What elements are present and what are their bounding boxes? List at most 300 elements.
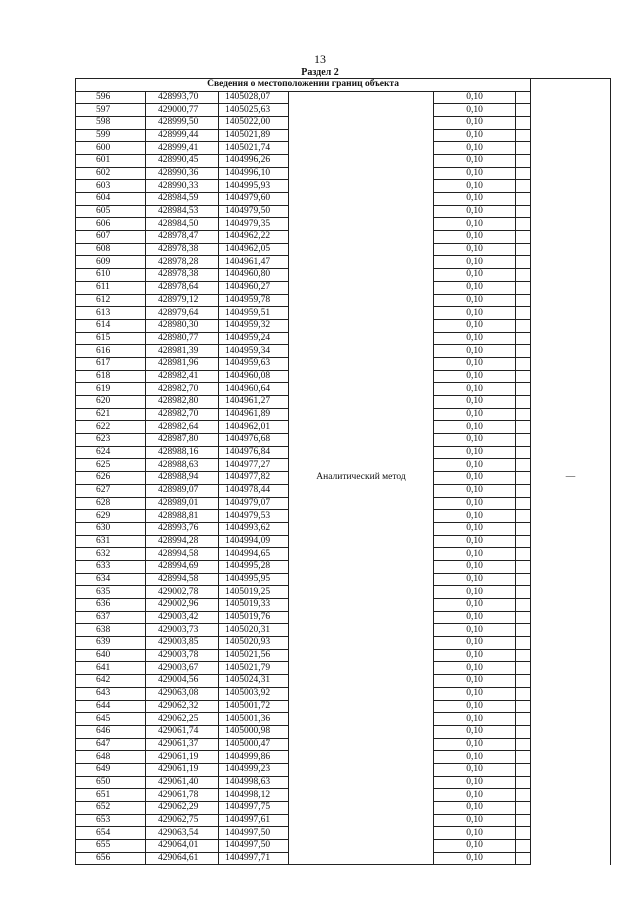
empty-cell [516,332,531,345]
coordinate-y: 1404998,12 [219,789,289,802]
precision-value: 0,10 [434,256,516,269]
point-number: 616 [76,345,146,358]
coordinate-x: 428994,28 [146,535,219,548]
empty-cell [516,446,531,459]
coordinate-x: 429062,29 [146,802,219,815]
precision-value: 0,10 [434,193,516,206]
precision-value: 0,10 [434,852,516,865]
coordinate-x: 428999,50 [146,116,219,129]
empty-cell [516,193,531,206]
precision-value: 0,10 [434,307,516,320]
precision-value: 0,10 [434,472,516,485]
precision-value: 0,10 [434,789,516,802]
point-number: 597 [76,104,146,117]
precision-value: 0,10 [434,599,516,612]
empty-cell [516,852,531,865]
point-number: 651 [76,789,146,802]
empty-cell [516,142,531,155]
empty-cell [516,91,531,104]
coordinate-y: 1404999,86 [219,751,289,764]
dash-cell: — [531,91,611,865]
coordinate-x: 428978,28 [146,256,219,269]
coordinate-x: 429061,74 [146,725,219,738]
coordinate-y: 1404979,60 [219,193,289,206]
empty-cell [516,789,531,802]
empty-cell [516,154,531,167]
empty-cell [516,802,531,815]
precision-value: 0,10 [434,180,516,193]
coordinate-x: 428982,70 [146,383,219,396]
point-number: 599 [76,129,146,142]
coordinate-y: 1404997,61 [219,814,289,827]
precision-value: 0,10 [434,281,516,294]
coordinate-x: 429062,32 [146,700,219,713]
precision-value: 0,10 [434,167,516,180]
coordinate-x: 429003,85 [146,637,219,650]
coordinate-y: 1404995,28 [219,560,289,573]
empty-cell [516,599,531,612]
coordinate-x: 428994,58 [146,573,219,586]
precision-value: 0,10 [434,624,516,637]
point-number: 630 [76,522,146,535]
precision-value: 0,10 [434,802,516,815]
point-number: 645 [76,713,146,726]
point-number: 631 [76,535,146,548]
precision-value: 0,10 [434,421,516,434]
coordinate-x: 428989,01 [146,497,219,510]
precision-value: 0,10 [434,687,516,700]
coordinate-y: 1404998,63 [219,776,289,789]
point-number: 600 [76,142,146,155]
table-header: Сведения о местоположении границ объекта [76,79,531,92]
precision-value: 0,10 [434,675,516,688]
point-number: 608 [76,243,146,256]
precision-value: 0,10 [434,637,516,650]
point-number: 615 [76,332,146,345]
coordinate-x: 428984,59 [146,193,219,206]
coordinate-x: 428994,69 [146,560,219,573]
coordinate-x: 428990,36 [146,167,219,180]
precision-value: 0,10 [434,396,516,409]
point-number: 655 [76,840,146,853]
coordinate-x: 428984,50 [146,218,219,231]
coordinate-x: 429064,01 [146,840,219,853]
point-number: 654 [76,827,146,840]
precision-value: 0,10 [434,548,516,561]
coordinate-y: 1405019,33 [219,599,289,612]
precision-value: 0,10 [434,611,516,624]
precision-value: 0,10 [434,586,516,599]
coordinate-y: 1405021,56 [219,649,289,662]
coordinate-x: 429061,40 [146,776,219,789]
empty-cell [516,269,531,282]
point-number: 653 [76,814,146,827]
empty-cell [516,840,531,853]
coordinate-x: 428982,70 [146,408,219,421]
empty-cell [516,624,531,637]
point-number: 639 [76,637,146,650]
precision-value: 0,10 [434,218,516,231]
coordinate-y: 1404960,08 [219,370,289,383]
point-number: 624 [76,446,146,459]
point-number: 627 [76,484,146,497]
coordinate-x: 428984,53 [146,205,219,218]
coordinate-x: 428978,38 [146,269,219,282]
coordinate-x: 428980,30 [146,319,219,332]
precision-value: 0,10 [434,294,516,307]
point-number: 604 [76,193,146,206]
precision-value: 0,10 [434,662,516,675]
point-number: 634 [76,573,146,586]
point-number: 601 [76,154,146,167]
point-number: 635 [76,586,146,599]
coordinate-x: 428993,76 [146,522,219,535]
empty-cell [516,548,531,561]
empty-cell [516,763,531,776]
empty-cell [516,776,531,789]
point-number: 637 [76,611,146,624]
coordinate-x: 428982,80 [146,396,219,409]
coordinate-x: 429061,19 [146,763,219,776]
point-number: 622 [76,421,146,434]
empty-cell [516,522,531,535]
point-number: 623 [76,434,146,447]
coordinate-x: 428981,39 [146,345,219,358]
precision-value: 0,10 [434,725,516,738]
point-number: 603 [76,180,146,193]
table-row [76,91,611,104]
coordinate-x: 429000,77 [146,104,219,117]
coordinate-y: 1404979,35 [219,218,289,231]
coordinate-y: 1404976,68 [219,434,289,447]
coordinate-y: 1404997,50 [219,840,289,853]
point-number: 602 [76,167,146,180]
precision-value: 0,10 [434,408,516,421]
precision-value: 0,10 [434,319,516,332]
coordinate-x: 428993,70 [146,91,219,104]
coordinate-y: 1405021,74 [219,142,289,155]
point-number: 656 [76,852,146,865]
precision-value: 0,10 [434,738,516,751]
precision-value: 0,10 [434,434,516,447]
coordinate-y: 1404960,64 [219,383,289,396]
point-number: 596 [76,91,146,104]
point-number: 611 [76,281,146,294]
coordinate-y: 1405021,79 [219,662,289,675]
point-number: 647 [76,738,146,751]
coordinate-y: 1404979,07 [219,497,289,510]
point-number: 641 [76,662,146,675]
empty-cell [516,611,531,624]
coordinate-y: 1405022,00 [219,116,289,129]
coordinate-y: 1405020,31 [219,624,289,637]
empty-cell [516,472,531,485]
empty-cell [516,421,531,434]
precision-value: 0,10 [434,827,516,840]
empty-cell [516,459,531,472]
section-title: Раздел 2 [301,67,339,78]
coordinate-y: 1404962,05 [219,243,289,256]
precision-value: 0,10 [434,497,516,510]
coordinate-x: 429061,78 [146,789,219,802]
precision-value: 0,10 [434,129,516,142]
precision-value: 0,10 [434,205,516,218]
point-number: 638 [76,624,146,637]
empty-cell [516,396,531,409]
boundary-coordinates-table [75,78,611,865]
coordinate-x: 429003,78 [146,649,219,662]
point-number: 610 [76,269,146,282]
empty-cell [516,751,531,764]
coordinate-y: 1405000,47 [219,738,289,751]
empty-cell [516,319,531,332]
empty-cell [516,434,531,447]
precision-value: 0,10 [434,840,516,853]
empty-cell [516,700,531,713]
empty-cell [516,256,531,269]
coordinate-x: 428980,77 [146,332,219,345]
coordinate-y: 1404959,24 [219,332,289,345]
point-number: 614 [76,319,146,332]
coordinate-x: 428978,64 [146,281,219,294]
coordinate-x: 428990,45 [146,154,219,167]
empty-cell [516,116,531,129]
point-number: 640 [76,649,146,662]
point-number: 626 [76,472,146,485]
precision-value: 0,10 [434,104,516,117]
coordinate-y: 1404959,78 [219,294,289,307]
coordinate-y: 1404960,80 [219,269,289,282]
precision-value: 0,10 [434,522,516,535]
precision-value: 0,10 [434,535,516,548]
coordinate-y: 1404979,53 [219,510,289,523]
point-number: 628 [76,497,146,510]
coordinate-x: 428990,33 [146,180,219,193]
point-number: 618 [76,370,146,383]
empty-cell [516,738,531,751]
precision-value: 0,10 [434,713,516,726]
coordinate-x: 429061,37 [146,738,219,751]
coordinate-x: 428982,41 [146,370,219,383]
empty-cell [516,104,531,117]
empty-cell [516,205,531,218]
coordinate-y: 1404959,51 [219,307,289,320]
empty-cell [516,370,531,383]
point-number: 636 [76,599,146,612]
coordinate-y: 1405025,63 [219,104,289,117]
point-number: 629 [76,510,146,523]
coordinate-y: 1404997,71 [219,852,289,865]
point-number: 648 [76,751,146,764]
coordinate-y: 1404994,09 [219,535,289,548]
coordinate-y: 1404997,75 [219,802,289,815]
empty-cell [516,243,531,256]
precision-value: 0,10 [434,510,516,523]
point-number: 650 [76,776,146,789]
empty-cell [516,637,531,650]
empty-cell [516,510,531,523]
empty-cell [516,294,531,307]
precision-value: 0,10 [434,345,516,358]
coordinate-y: 1405000,98 [219,725,289,738]
point-number: 605 [76,205,146,218]
point-number: 606 [76,218,146,231]
precision-value: 0,10 [434,332,516,345]
empty-cell [516,281,531,294]
empty-cell [516,408,531,421]
empty-cell [516,687,531,700]
coordinate-x: 428988,81 [146,510,219,523]
point-number: 633 [76,560,146,573]
precision-value: 0,10 [434,814,516,827]
point-number: 607 [76,231,146,244]
coordinate-y: 1405019,76 [219,611,289,624]
page-number: 13 [314,52,326,66]
point-number: 646 [76,725,146,738]
coordinate-x: 428989,07 [146,484,219,497]
coordinate-x: 428999,44 [146,129,219,142]
point-number: 613 [76,307,146,320]
precision-value: 0,10 [434,243,516,256]
coordinate-x: 428994,58 [146,548,219,561]
coordinate-y: 1404959,34 [219,345,289,358]
precision-value: 0,10 [434,560,516,573]
point-number: 632 [76,548,146,561]
point-number: 621 [76,408,146,421]
coordinate-y: 1404960,27 [219,281,289,294]
empty-cell [516,649,531,662]
coordinate-y: 1405028,07 [219,91,289,104]
coordinate-y: 1404961,47 [219,256,289,269]
point-number: 644 [76,700,146,713]
coordinate-x: 428978,47 [146,231,219,244]
precision-value: 0,10 [434,370,516,383]
empty-cell [516,180,531,193]
coordinate-x: 429061,19 [146,751,219,764]
precision-value: 0,10 [434,269,516,282]
precision-value: 0,10 [434,776,516,789]
coordinate-y: 1405019,25 [219,586,289,599]
coordinate-x: 428988,16 [146,446,219,459]
coordinate-y: 1405001,36 [219,713,289,726]
point-number: 612 [76,294,146,307]
empty-cell [516,383,531,396]
coordinate-y: 1405001,72 [219,700,289,713]
coordinate-y: 1404996,26 [219,154,289,167]
point-number: 625 [76,459,146,472]
coordinate-x: 429003,42 [146,611,219,624]
coordinate-x: 429002,78 [146,586,219,599]
empty-cell [516,560,531,573]
coordinate-x: 428979,12 [146,294,219,307]
point-number: 642 [76,675,146,688]
coordinate-x: 428979,64 [146,307,219,320]
coordinate-x: 429062,25 [146,713,219,726]
precision-value: 0,10 [434,573,516,586]
coordinate-y: 1404996,10 [219,167,289,180]
empty-cell [516,129,531,142]
coordinate-y: 1405003,92 [219,687,289,700]
precision-value: 0,10 [434,763,516,776]
point-number: 619 [76,383,146,396]
empty-cell [516,535,531,548]
coordinate-y: 1404962,01 [219,421,289,434]
point-number: 643 [76,687,146,700]
coordinate-y: 1404993,62 [219,522,289,535]
coordinate-y: 1404995,93 [219,180,289,193]
coordinate-y: 1404961,89 [219,408,289,421]
coordinate-y: 1404995,95 [219,573,289,586]
empty-cell [516,675,531,688]
coordinate-x: 429062,75 [146,814,219,827]
precision-value: 0,10 [434,357,516,370]
precision-value: 0,10 [434,751,516,764]
header-blank-cell [531,79,611,92]
coordinate-x: 428982,64 [146,421,219,434]
coordinate-x: 429063,54 [146,827,219,840]
coordinate-x: 429002,96 [146,599,219,612]
precision-value: 0,10 [434,700,516,713]
coordinate-x: 429004,56 [146,675,219,688]
precision-value: 0,10 [434,383,516,396]
coordinate-y: 1404994,65 [219,548,289,561]
precision-value: 0,10 [434,231,516,244]
precision-value: 0,10 [434,649,516,662]
empty-cell [516,814,531,827]
point-number: 617 [76,357,146,370]
empty-cell [516,827,531,840]
coordinate-y: 1404979,50 [219,205,289,218]
empty-cell [516,497,531,510]
empty-cell [516,484,531,497]
empty-cell [516,231,531,244]
precision-value: 0,10 [434,154,516,167]
precision-value: 0,10 [434,484,516,497]
precision-value: 0,10 [434,459,516,472]
coordinate-x: 429003,67 [146,662,219,675]
coordinate-x: 429003,73 [146,624,219,637]
precision-value: 0,10 [434,91,516,104]
empty-cell [516,586,531,599]
coordinate-x: 428981,96 [146,357,219,370]
coordinate-y: 1405020,93 [219,637,289,650]
coordinate-x: 428978,38 [146,243,219,256]
coordinate-x: 428988,63 [146,459,219,472]
coordinate-y: 1404961,27 [219,396,289,409]
empty-cell [516,218,531,231]
point-number: 620 [76,396,146,409]
coordinate-y: 1404997,50 [219,827,289,840]
coordinate-y: 1405021,89 [219,129,289,142]
point-number: 649 [76,763,146,776]
empty-cell [516,573,531,586]
coordinate-y: 1405024,31 [219,675,289,688]
determination-method: Аналитический метод [289,91,434,865]
coordinate-y: 1404978,44 [219,484,289,497]
empty-cell [516,307,531,320]
empty-cell [516,725,531,738]
point-number: 598 [76,116,146,129]
point-number: 609 [76,256,146,269]
empty-cell [516,357,531,370]
coordinate-y: 1404977,82 [219,472,289,485]
coordinate-x: 428999,41 [146,142,219,155]
coordinate-y: 1404977,27 [219,459,289,472]
empty-cell [516,662,531,675]
table-header-row [76,79,611,92]
precision-value: 0,10 [434,446,516,459]
point-number: 652 [76,802,146,815]
